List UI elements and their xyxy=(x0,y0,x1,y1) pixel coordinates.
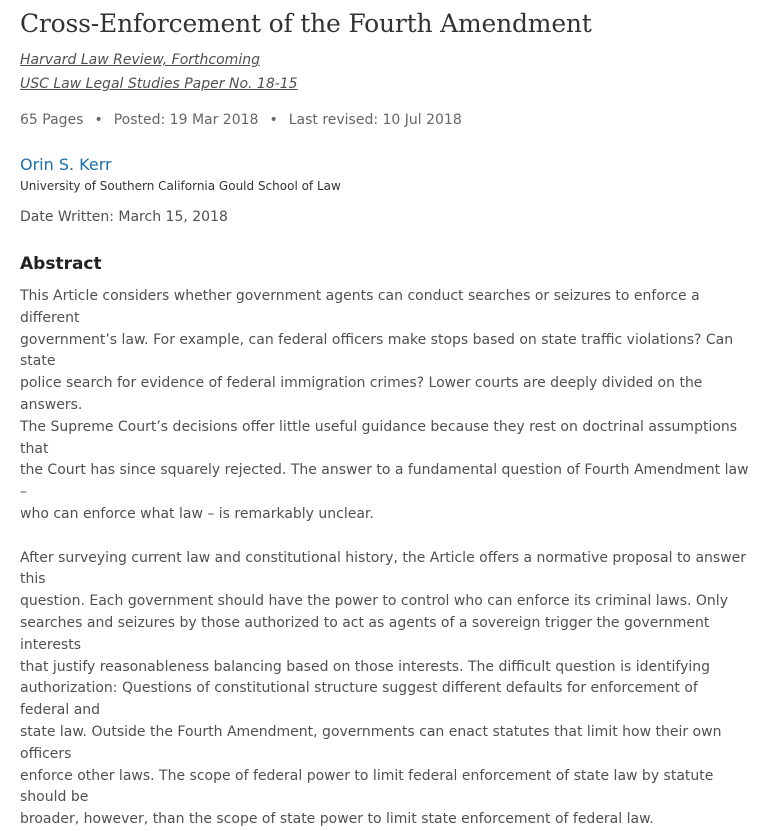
page-count: 65 Pages xyxy=(20,112,84,128)
paper-meta xyxy=(20,112,462,128)
abstract-paragraph: This Article considers whether government agents can conduct searches or seizures to enforce a different government’s law. For example, can federal officers make stops based on state traffic violations? Can state police search for evidence of federal immigration crimes? Lower courts are deeply divided on the answers. The Supreme Court’s decisions offer little useful guidance because they rest on doctrinal assumptions that the Court has since squarely rejected. The answer to a fundamental question of Fourth Amendment law – who can enforce what law – is remarkably unclear. xyxy=(20,288,749,522)
journal-link-usc-legal-studies[interactable]: USC Law Legal Studies Paper No. 18-15 xyxy=(20,76,298,92)
date-written: Date Written: March 15, 2018 xyxy=(20,209,228,225)
revised-date: Last revised: 10 Jul 2018 xyxy=(288,112,462,128)
abstract-body xyxy=(20,286,750,831)
author-link[interactable]: Orin S. Kerr xyxy=(20,155,112,174)
separator-dot: • xyxy=(269,112,278,128)
paper-title: Cross-Enforcement of the Fourth Amendment xyxy=(20,9,592,38)
posted-date: Posted: 19 Mar 2018 xyxy=(113,112,259,128)
journal-link-harvard-law-review[interactable]: Harvard Law Review, Forthcoming xyxy=(20,52,260,68)
abstract-heading: Abstract xyxy=(20,254,102,274)
author-affiliation: University of Southern California Gould School of Law xyxy=(20,179,341,193)
separator-dot: • xyxy=(94,112,103,128)
abstract-paragraph: After surveying current law and constitutional history, the Article offers a normative proposal to answer this question. Each government should have the power to control who can enforce its criminal laws. Only searches and seizures by those authorized to act as agents of a sovereign trigger the government interests that justify reasonableness balancing based on those interests. The difficult question is identifying authorization: Questions of constitutional structure suggest different defaults for enforcement of federal and state law. Outside the Fourth Amendment, governments can enact statutes that limit how their own officers enforce other laws. The scope of federal power to limit federal enforcement of state law by statute should be broader, however, than the scope of state power to limit state enforcement of federal law. xyxy=(20,549,747,828)
